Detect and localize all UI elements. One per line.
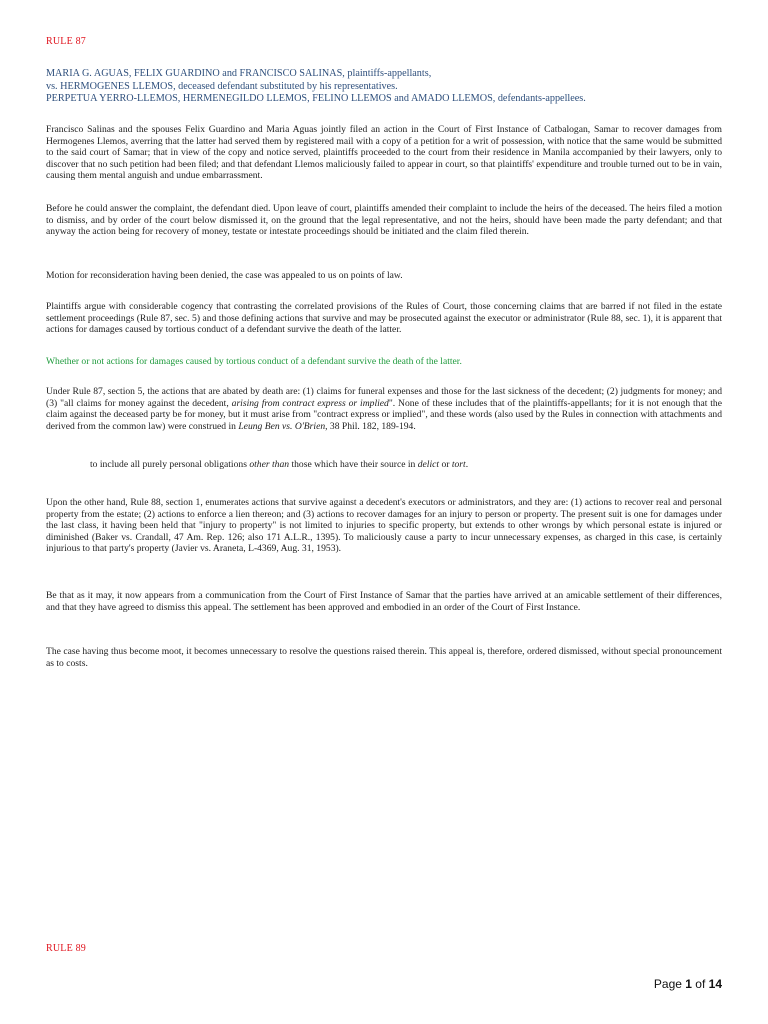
rule-87-emphasis-contract: arising from contract express or implied [231, 397, 389, 409]
obligations-text-a: to include all purely personal obligations [90, 459, 250, 470]
case-caption [46, 68, 736, 106]
page-number [654, 977, 722, 991]
obligations-text-b: those which have their source in [289, 459, 418, 470]
obligations-emphasis-other-than: other than [249, 459, 290, 470]
obligations-emphasis-tort: tort [451, 459, 466, 470]
rule-heading-bottom: RULE 89 [46, 943, 87, 954]
paragraph-dismissal: The case having thus become moot, it becomes unnecessary to resolve the questions raised therein. This appeal is, therefore, ordered dismissed, without special pronouncement as to costs. [46, 646, 722, 669]
rule-heading-top: RULE 87 [46, 36, 87, 47]
paragraph-defendant-died: Before he could answer the complaint, the defendant died. Upon leave of court, plaintiffs amended their complaint to include the heirs of the deceased. The heirs filed a motion to dismiss, and by order of the court below dismissed it, on the ground that the legal representative, and not the heirs, should have been made the party defendant; and that anyway the action being for recovery of money, testate or intestate proceedings should be initiated and the claim filed therein. [46, 203, 722, 238]
paragraph-personal-obligations [90, 459, 720, 471]
caption-defendant: vs. HERMOGENES LLEMOS, deceased defendant substituted by his representatives. [46, 80, 398, 92]
rule-87-text-b: ". None of these includes that of the plaintiffs-appellants; for it is not enough that the claim against the deceased party be for money, but it must arise from "contract express or implied", and these words (also used by the Rules in connection with attachments and derived from the common law) were construed in [46, 397, 722, 432]
issue-statement: Whether or not actions for damages caused by tortious conduct of a defendant survive the death of the latter. [46, 356, 462, 367]
paragraph-rule-88: Upon the other hand, Rule 88, section 1, enumerates actions that survive against a decedent's executors or administrators, and they are: (1) actions to recover real and personal property from the estate; (2) actions to enforce a lien thereon; and (3) actions to recover damages for an injury to person or property. The present suit is one for damages under the last class, it having been held that "injury to property" is not limited to injuries to specific property, but extends to other wrongs by which personal estate is injured or diminished (Baker vs. Crandall, 47 Am. Rep. 126; also 171 A.L.R., 1395). To maliciously cause a party to incur unnecessary expenses, as charged in this case, is certainly injurious to that party's property (Javier vs. Araneta, L-4369, Aug. 31, 1953). [46, 497, 722, 555]
paragraph-facts: Francisco Salinas and the spouses Felix Guardino and Maria Aguas jointly filed an action in the Court of First Instance of Catbalogan, Samar to recover damages from Hermogenes Llemos, averring that the latter had served them by registered mail with a copy of a petition for a writ of possession, with notice that the same would be submitted to the said court of Samar; that in view of the copy and notice served, plaintiffs proceeded to the court from their residence in Manila accompanied by their lawyers, only to discover that no such petition had been filed; and that defendant Llemos maliciously failed to appear in court, so that plaintiffs' expenditure and trouble turned out to be in vain, causing them mental anguish and undue embarrassment. [46, 124, 722, 182]
rule-87-case-citation: Leung Ben vs. O'Brien [238, 420, 326, 432]
page-number-prefix: Page [653, 977, 686, 991]
rule-87-text-a: Under Rule 87, section 5, the actions that are abated by death are: (1) claims for funeral expenses and those for the last sickness of the decedent; (2) judgments for money; and (3) "all claims for money against the decedent, [46, 386, 722, 409]
paragraph-rule-87 [46, 386, 722, 432]
page-number-of: of [691, 977, 709, 991]
paragraph-plaintiffs-argue: Plaintiffs argue with considerable cogency that contrasting the correlated provisions of the Rules of Court, those concerning claims that are barred if not filed in the estate settlement proceedings (Rule 87, sec. 5) and those defining actions that survive and may be prosecuted against the executor or administrator (Rule 88, sec. 1), it is apparent that actions for damages caused by tortious conduct of a defendant survive the death of the latter. [46, 301, 722, 336]
obligations-emphasis-delict: delict [417, 459, 440, 470]
caption-plaintiffs: MARIA G. AGUAS, FELIX GUARDINO and FRANCISCO SALINAS, plaintiffs-appellants, [46, 68, 432, 79]
page-number-current: 1 [685, 977, 692, 991]
rule-87-text-c: , 38 Phil. 182, 189-194. [325, 420, 416, 432]
page-number-total: 14 [708, 977, 722, 991]
obligations-text-d: . [465, 459, 469, 470]
caption-defendants-appellees: PERPETUA YERRO-LLEMOS, HERMENEGILDO LLEMOS, FELINO LLEMOS and AMADO LLEMOS, defendants-appellees. [46, 93, 586, 105]
paragraph-motion-reconsideration: Motion for reconsideration having been denied, the case was appealed to us on points of law. [46, 270, 403, 281]
obligations-text-c: or [439, 459, 452, 470]
paragraph-settlement: Be that as it may, it now appears from a communication from the Court of First Instance of Samar that the parties have arrived at an amicable settlement of their differences, and that they have agreed to dismiss this appeal. The settlement has been approved and embodied in an order of the Court of First Instance. [46, 590, 722, 613]
